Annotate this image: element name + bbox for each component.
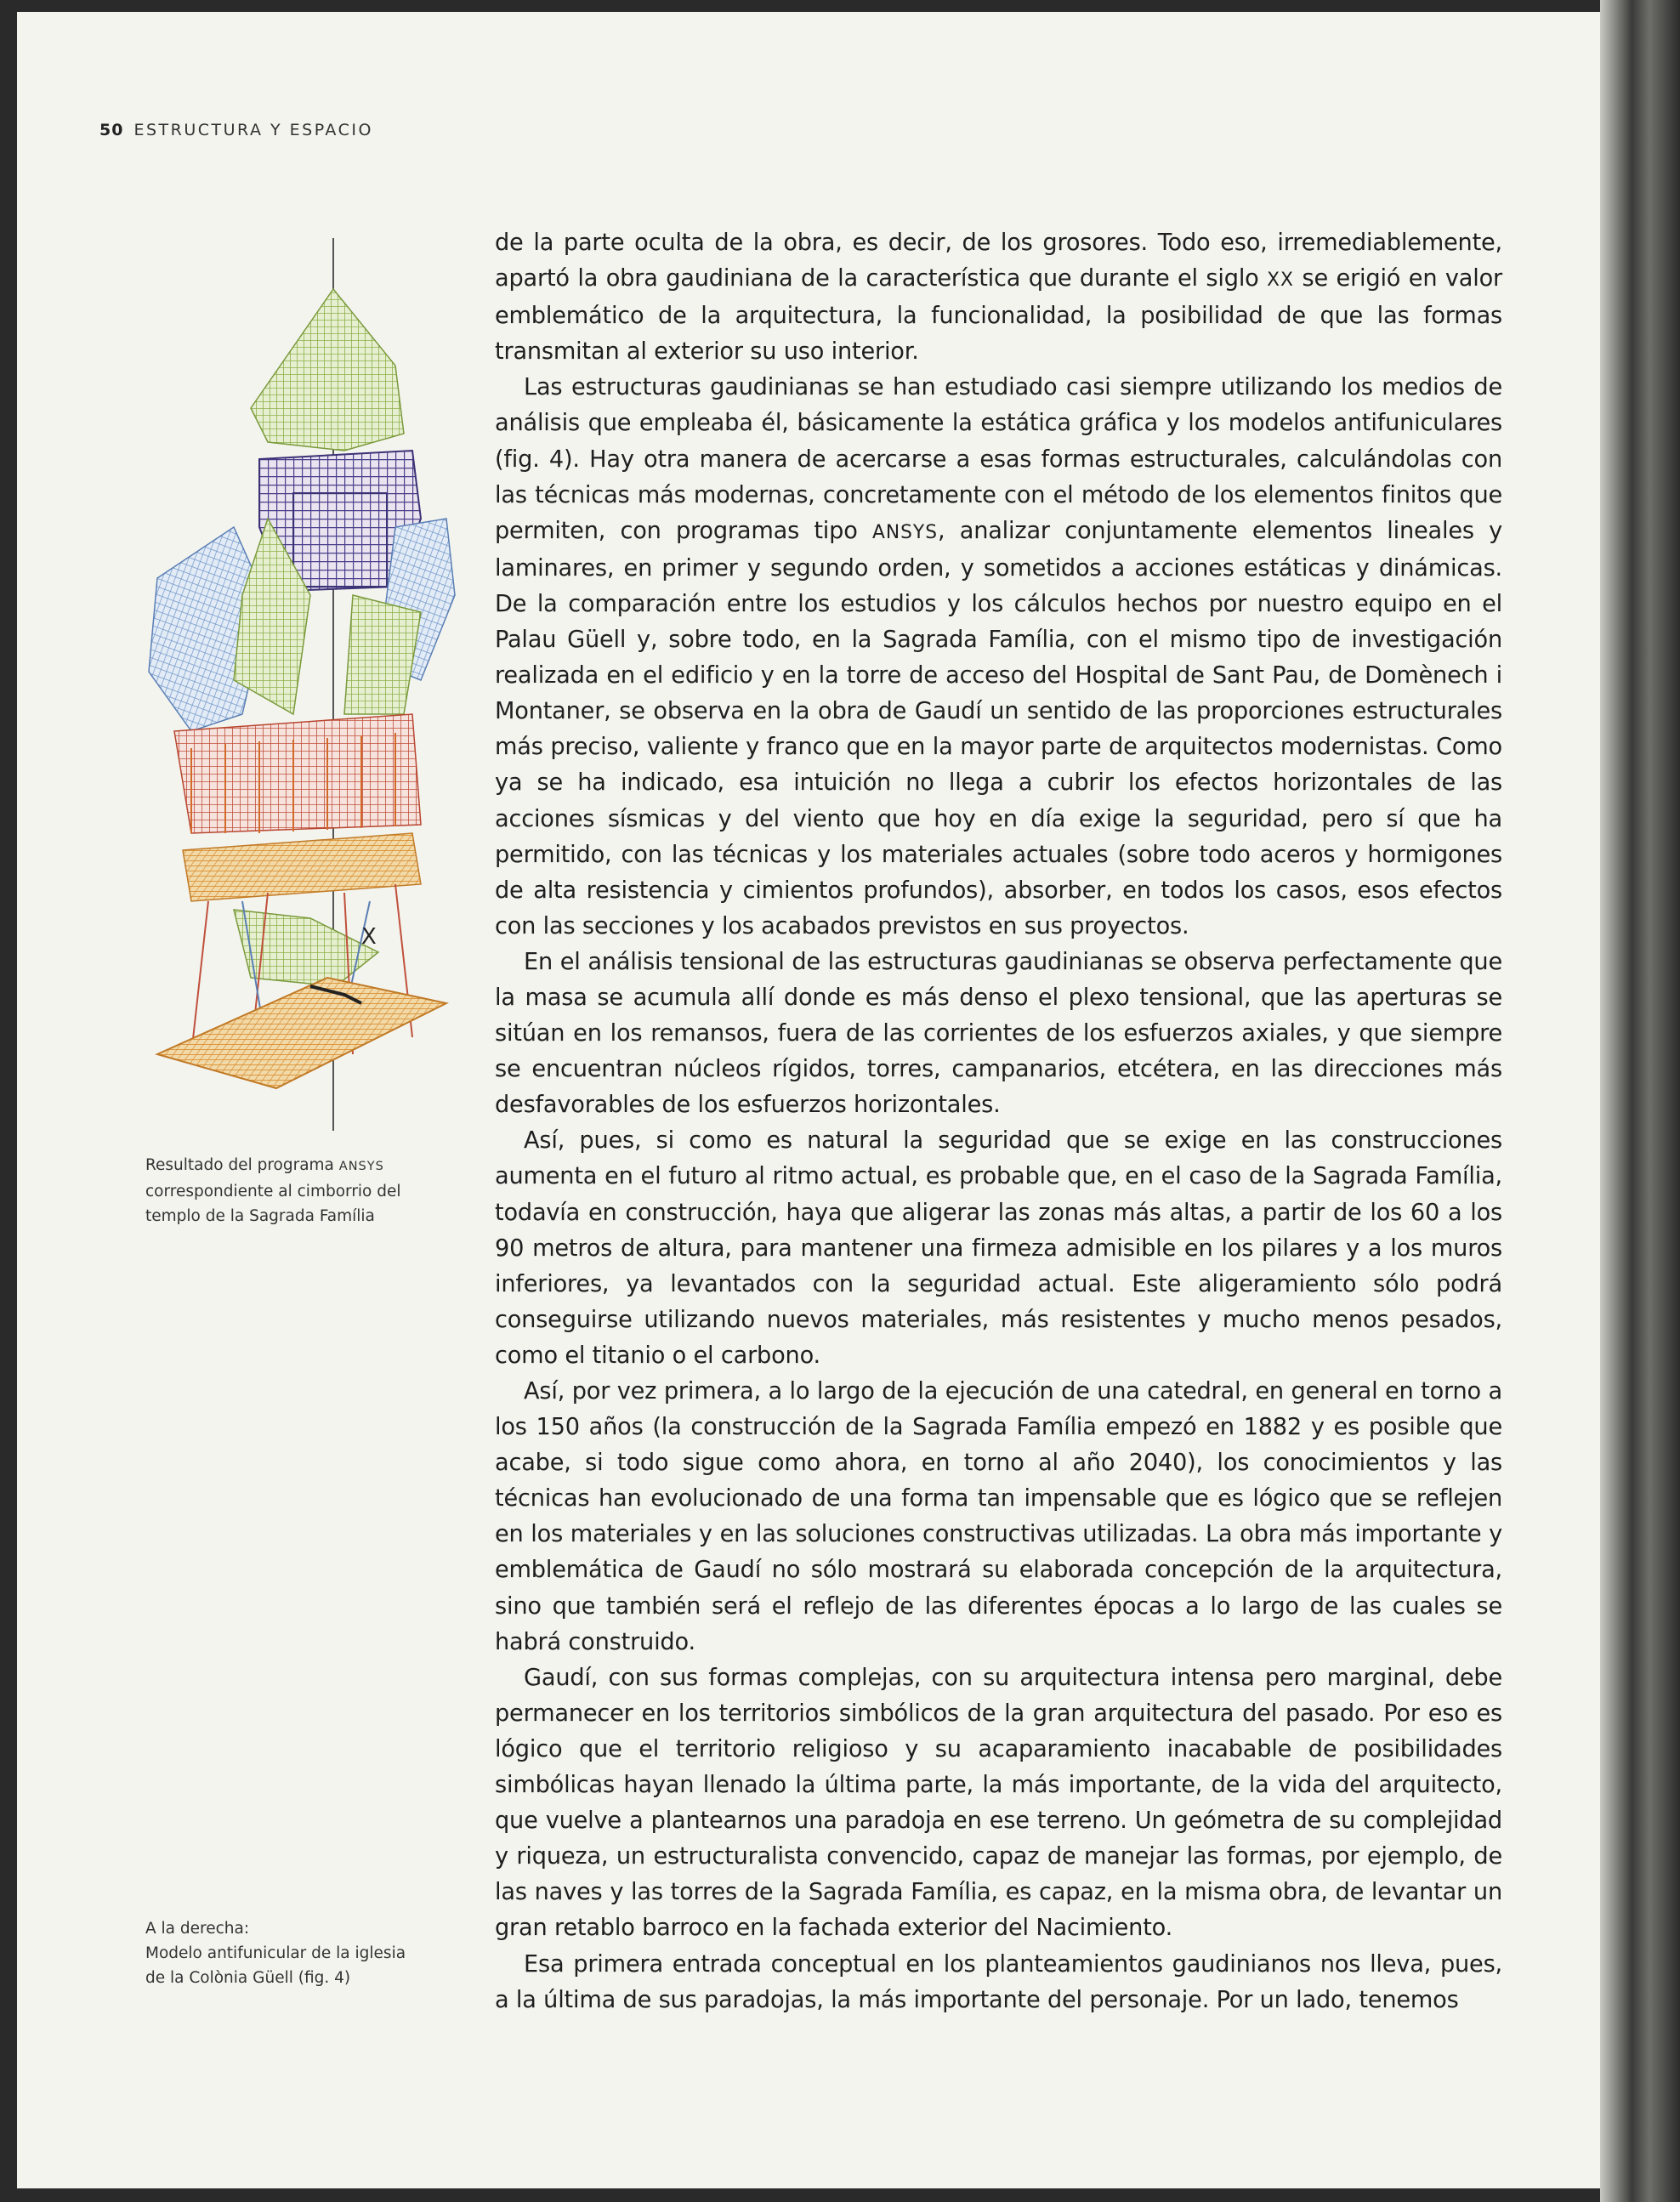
- paragraph-2: [495, 370, 1502, 945]
- page-number: 50: [99, 121, 124, 139]
- paragraph-4: Así, pues, si como es natural la seguridad que se exige en las construcciones aumenta en el futuro al ritmo actual, es probable que, en el caso de la Sagrada Família, todavía en construcción, haya que aligerar las zonas más altas, a partir de los 60 a los 90 metros de altura, para mantener una firmeza admisible en los pilares y a los muros inferiores, ya levantados con la seguridad actual. Este aligeramiento sólo podrá conseguirse utilizando nuevos materiales, más resistentes y mucho menos pesados, como el titanio o el carbono.: [495, 1127, 1502, 1369]
- paragraph-2-text-a: Las estructuras gaudinianas se han estudiado casi siempre utilizando los medios de análisis que empleaba él, básicamente la estática gráfica y los modelos antifuniculares (fig. 4). Hay otra manera de acercarse a esas formas estructurales, calculándolas con las técnicas más modernas, concretamente con el método de los elementos finitos que permiten, con programas tipo: [495, 374, 1502, 544]
- paragraph-1-text-b: se erigió en valor emblemático de la arquitectura, la funcionalidad, la posibilidad de que las formas transmitan al exterior su uso interior.: [495, 265, 1502, 366]
- caption-2-line-2: Modelo antifunicular de la iglesia: [145, 1944, 406, 1962]
- caption-1-line-2: correspondiente al cimborrio del: [145, 1183, 401, 1200]
- paragraph-5: Así, por vez primera, a lo largo de la ejecución de una catedral, en general en torno a los 150 años (la construcción de la Sagrada Família empezó en 1882 y es posible que acabe, si todo sigue como ahora, en torno al año 2040), los conocimientos y las técnicas han evolucionado de una forma tan impensable que es lógico que se reflejen en los materiales y en las soluciones constructivas utilizadas. La obra más importante y emblemática de Gaudí no sólo mostrará su elaborada concepción de la arquitectura, sino que también será el reflejo de las diferentes épocas a lo largo de las cuales se habrá construido.: [495, 1378, 1502, 1655]
- fem-model-figure: [140, 238, 463, 1139]
- paragraph-1-text-a: de la parte oculta de la obra, es decir, de los grosores. Todo eso, irremediablemente, apartó la obra gaudiniana de la característica que durante el siglo: [495, 230, 1502, 292]
- caption-1-ansys: ANSYS: [338, 1160, 384, 1173]
- caption-2-line-3: de la Colònia Güell (fig. 4): [145, 1969, 351, 1987]
- paragraph-7: Esa primera entrada conceptual en los planteamientos gaudinianos nos lleva, pues, a la última de sus paradojas, la más importante del personaje. Por un lado, tenemos: [495, 1950, 1502, 2013]
- axis-x-label: X: [361, 924, 377, 950]
- book-spine-shadow: [1600, 0, 1680, 2202]
- ansys-smallcaps: ANSYS: [871, 521, 938, 543]
- body-text-column: [495, 225, 1502, 2018]
- caption-1-line-1: Resultado del programa: [145, 1156, 339, 1174]
- century-numeral: XX: [1267, 270, 1294, 292]
- caption-2-line-1: A la derecha:: [145, 1920, 250, 1938]
- figure-caption-1: [145, 1153, 401, 1229]
- paragraph-1: [495, 225, 1502, 370]
- paragraph-2-text-b: , analizar conjuntamente elementos lineales y laminares, en primer y segundo orden, y sometidos a acciones estáticas y dinámicas. De la comparación entre los estudios y los cálculos hechos por nuestro equipo en el Palau Güell y, sobre todo, en la Sagrada Família, con el mismo tipo de investigación realizada en el edificio y en la torre de acceso del Hospital de Sant Pau, de Domènech i Montaner, se observa en la obra de Gaudí un sentido de las proporciones estructurales más preciso, valiente y franco que en la mayor parte de arquitectos modernistas. Como ya se ha indicado, esa intuición no llega a cubrir los efectos horizontales de las acciones sísmicas y del viento que hoy en día exige la seguridad, pero sí que ha permitido, con las técnicas y los materiales actuales (sobre todo aceros y hormigones de alta resistencia y cimientos profundos), absorber, en todos los casos, esos efectos con las secciones y los acabados previstos en sus proyectos.: [495, 517, 1503, 939]
- paragraph-3: En el análisis tensional de las estructuras gaudinianas se observa perfectamente que la masa se acumula allí donde es más denso el plexo tensional, que las aperturas se sitúan en los remansos, fuera de las corrientes de los esfuerzos axiales, y que siempre se encuentran núcleos rígidos, torres, campanarios, etcétera, en las direcciones más desfavorables de los esfuerzos horizontales.: [495, 948, 1502, 1119]
- paragraph-6: Gaudí, con sus formas complejas, con su arquitectura intensa pero marginal, debe permanecer en los territorios simbólicos de la gran arquitectura del pasado. Por eso es lógico que el territorio religioso y su acaparamiento inacabable de posibilidades simbólicas hayan llenado la última parte, la más importante, de la vida del arquitecto, que vuelve a plantearnos una paradoja en ese terreno. Un geómetra de su complejidad y riqueza, un estructuralista convencido, capaz de manejar las formas, por ejemplo, de las naves y las torres de la Sagrada Família, es capaz, en la misma obra, de levantar un gran retablo barroco en la fachada exterior del Nacimiento.: [495, 1664, 1502, 1942]
- section-title: ESTRUCTURA Y ESPACIO: [133, 121, 373, 139]
- running-head: [99, 121, 373, 139]
- figure-caption-2: [145, 1916, 406, 1990]
- caption-1-line-3: templo de la Sagrada Família: [145, 1207, 375, 1225]
